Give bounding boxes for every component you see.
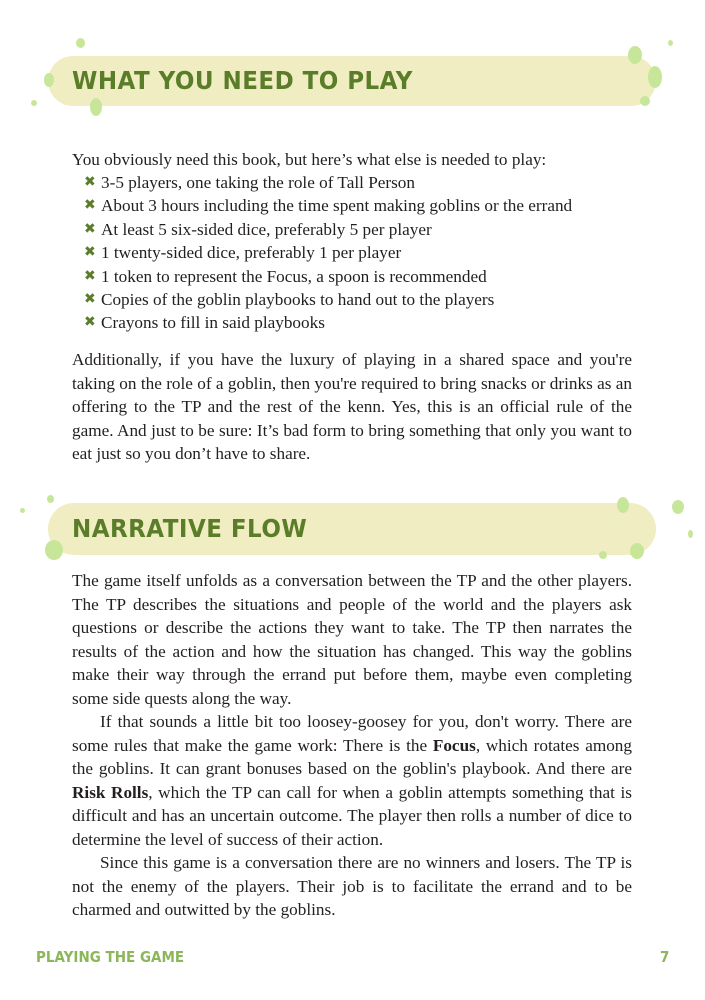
paragraph-no-winners: Since this game is a conversation there are no winners and losers. The TP is not the enemy of the players. Their job is to facilitate the errand and to be charmed and outwitted by the goblins.: [72, 853, 632, 919]
term-risk-rolls: Risk Rolls: [72, 782, 149, 802]
cross-bullet-icon: ✖: [84, 292, 96, 308]
cross-bullet-icon: ✖: [84, 221, 96, 237]
list-item-text: At least 5 six-sided dice, preferably 5 per player: [101, 219, 432, 239]
splatter-dot: [672, 500, 684, 514]
splatter-dot: [640, 96, 650, 106]
text-run: If that sounds a little bit too loosey-goosey for you, don't worry. There are some rules that make the game work: There is the: [72, 712, 632, 755]
cross-bullet-icon: ✖: [84, 315, 96, 331]
section-heading-narrative-flow: NARRATIVE FLOW: [72, 514, 308, 543]
splatter-dot: [599, 551, 607, 559]
list-item: [84, 241, 572, 264]
term-focus: Focus: [432, 735, 476, 755]
cross-bullet-icon: ✖: [84, 268, 96, 284]
splatter-dot: [31, 100, 37, 106]
list-item: [84, 194, 572, 217]
splatter-dot: [668, 40, 673, 46]
intro-text: You obviously need this book, but here’s what else is needed to play:: [72, 150, 547, 169]
section-heading-what-you-need: WHAT YOU NEED TO PLAY: [72, 66, 413, 95]
additional-paragraph: Additionally, if you have the luxury of playing in a shared space and you're taking on the role of a goblin, then you're required to bring snacks or drinks as an offering to the TP and the rest of the kenn. Yes, this is an official rule of the game. And just to be sure: It’s bad form to bring something that only you want to eat just so you don’t have to share.: [72, 350, 632, 463]
paragraph-conversation: The game itself unfolds as a conversation between the TP and the other players. The TP describes the situations and people of the world and the players ask questions or describe the actions they want to take. The TP then narrates the results of the action and how the situation has changed. This way the goblins make their way through the errand put before them, maybe even completing some side quests along the way.: [72, 571, 632, 708]
cross-bullet-icon: ✖: [84, 245, 96, 261]
splatter-dot: [90, 98, 102, 116]
splatter-dot: [628, 46, 642, 64]
cross-bullet-icon: ✖: [84, 198, 96, 214]
list-item: [84, 265, 572, 288]
list-item-text: About 3 hours including the time spent making goblins or the errand: [101, 196, 573, 216]
cross-bullet-icon: ✖: [84, 175, 96, 190]
requirements-list: [84, 171, 572, 335]
splatter-dot: [630, 543, 644, 559]
splatter-dot: [617, 497, 629, 513]
splatter-dot: [45, 540, 63, 560]
list-item: [84, 288, 572, 311]
text-run: , which the TP can call for when a goblin attempts something that is difficult and has an uncertain outcome. The player then rolls a number of dice to determine the level of success of their action.: [72, 782, 632, 849]
list-item: [84, 311, 572, 334]
splatter-dot: [20, 508, 25, 513]
list-item-text: 1 twenty-sided dice, preferably 1 per player: [101, 243, 402, 263]
splatter-dot: [688, 530, 693, 538]
text-run: , which rotates among the goblins. It can grant bonuses based on the goblin's playbook. And there are: [72, 735, 632, 778]
narrative-body: [72, 569, 632, 922]
list-item: [84, 171, 572, 194]
list-item-text: 3-5 players, one taking the role of Tall Person: [101, 173, 415, 192]
footer-section-title: PLAYING THE GAME: [36, 948, 185, 966]
list-item: [84, 218, 572, 241]
page-number: 7: [660, 948, 670, 966]
splatter-dot: [44, 73, 54, 87]
list-item-text: Copies of the goblin playbooks to hand out to the players: [101, 290, 495, 310]
list-item-text: 1 token to represent the Focus, a spoon is recommended: [101, 266, 487, 286]
splatter-dot: [76, 38, 85, 48]
splatter-dot: [47, 495, 54, 503]
splatter-dot: [648, 66, 662, 88]
paragraph-rules: [72, 710, 632, 851]
list-item-text: Crayons to fill in said playbooks: [101, 313, 325, 333]
